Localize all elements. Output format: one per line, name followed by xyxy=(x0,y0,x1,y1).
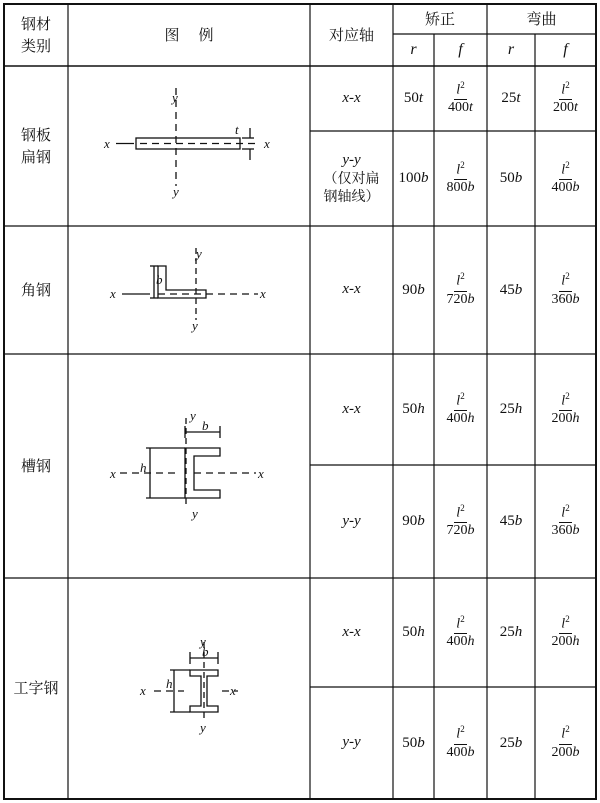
label-x-right: x xyxy=(258,466,264,481)
angle-diagram xyxy=(70,228,308,352)
label-b: b xyxy=(202,418,209,433)
r-value: 90b xyxy=(402,513,425,530)
label-b: b xyxy=(156,272,163,287)
r-value: 25t xyxy=(501,90,521,107)
label-t: t xyxy=(235,122,239,137)
r-value: 45b xyxy=(499,281,523,298)
label-y-bottom: y xyxy=(200,720,206,735)
category-channel: 槽钢 xyxy=(20,456,51,475)
axis-channel-yy: y-y xyxy=(342,512,361,529)
category-ibeam: 工字钢 xyxy=(13,679,59,698)
label-y-bottom: y xyxy=(192,506,198,521)
header-illustration: 图 例 xyxy=(164,25,214,44)
r-value: 50b xyxy=(499,170,523,187)
label-y-top: y xyxy=(200,634,206,649)
r-value: 25b xyxy=(499,734,523,751)
label-b: b xyxy=(202,644,209,659)
axis-ibeam-xx: x-x xyxy=(342,623,361,640)
label-x-left: x xyxy=(104,136,110,151)
f-fraction: $\frac{l^2}{400b}$ xyxy=(446,724,475,760)
label-x-left: x xyxy=(110,286,116,301)
r-value: 50h xyxy=(402,624,425,641)
header-r-bend: r xyxy=(507,41,515,59)
r-value: 45b xyxy=(499,513,523,530)
f-fraction: $\frac{l^2}{400h}$ xyxy=(446,613,475,650)
f-fraction: $\frac{l^2}{200t}$ xyxy=(553,79,578,116)
header-axis: 对应轴 xyxy=(328,25,374,44)
axis-angle-xx: x-x xyxy=(342,281,361,298)
f-fraction: $\frac{l^2}{720b}$ xyxy=(446,271,475,307)
f-fraction: $\frac{l^2}{360b}$ xyxy=(551,271,580,307)
r-value: 100b xyxy=(398,170,429,187)
axis-plate-yy: y-y （仅对扁 钢轴线） xyxy=(323,151,380,206)
r-value: 50t xyxy=(403,90,424,107)
r-value: 90b xyxy=(402,281,425,298)
header-straighten: 矫正 xyxy=(424,9,455,28)
f-fraction: $\frac{l^2}{400t}$ xyxy=(448,79,473,116)
header-bend: 弯曲 xyxy=(526,9,557,28)
f-fraction: $\frac{l^2}{360b}$ xyxy=(551,502,580,539)
channel-diagram xyxy=(70,356,308,576)
label-y-top: y xyxy=(172,90,178,105)
label-y-bottom: y xyxy=(192,318,198,333)
f-fraction: $\frac{l^2}{400h}$ xyxy=(446,390,475,427)
header-r-straighten: r xyxy=(410,41,417,59)
label-y-bottom: y xyxy=(173,184,179,199)
axis-plate-xx: x-x xyxy=(342,89,361,106)
label-y-top: y xyxy=(196,246,202,261)
label-y-top: y xyxy=(190,408,196,423)
ibeam-diagram xyxy=(70,580,308,797)
r-value: 25h xyxy=(499,401,523,418)
label-h: h xyxy=(166,676,173,691)
f-fraction: $\frac{l^2}{200h}$ xyxy=(551,613,580,650)
label-x-right: x xyxy=(264,136,270,151)
label-h: h xyxy=(140,460,147,475)
label-x-left: x xyxy=(140,683,146,698)
category-angle: 角钢 xyxy=(20,280,51,299)
header-f-bend: f xyxy=(563,41,568,59)
header-f-straighten: f xyxy=(458,41,463,59)
r-value: 50b xyxy=(402,734,425,751)
plate-diagram xyxy=(70,68,308,224)
f-fraction: $\frac{l^2}{720b}$ xyxy=(446,502,475,539)
axis-ibeam-yy: y-y xyxy=(342,734,361,751)
axis-note: （仅对扁 钢轴线） xyxy=(323,171,380,206)
header-category: 钢材 类别 xyxy=(20,14,51,55)
label-x-left: x xyxy=(110,466,116,481)
r-value: 50h xyxy=(402,401,425,418)
f-fraction: $\frac{l^2}{400b}$ xyxy=(551,159,580,196)
category-plate: 钢板 扁钢 xyxy=(20,125,51,166)
r-value: 25h xyxy=(499,624,523,641)
label-x-right: x xyxy=(260,286,266,301)
f-fraction: $\frac{l^2}{200h}$ xyxy=(551,390,580,427)
f-fraction: $\frac{l^2}{800b}$ xyxy=(446,159,475,196)
f-fraction: $\frac{l^2}{200b}$ xyxy=(551,724,580,760)
label-x-right: x xyxy=(230,683,236,698)
axis-channel-xx: x-x xyxy=(342,400,361,417)
